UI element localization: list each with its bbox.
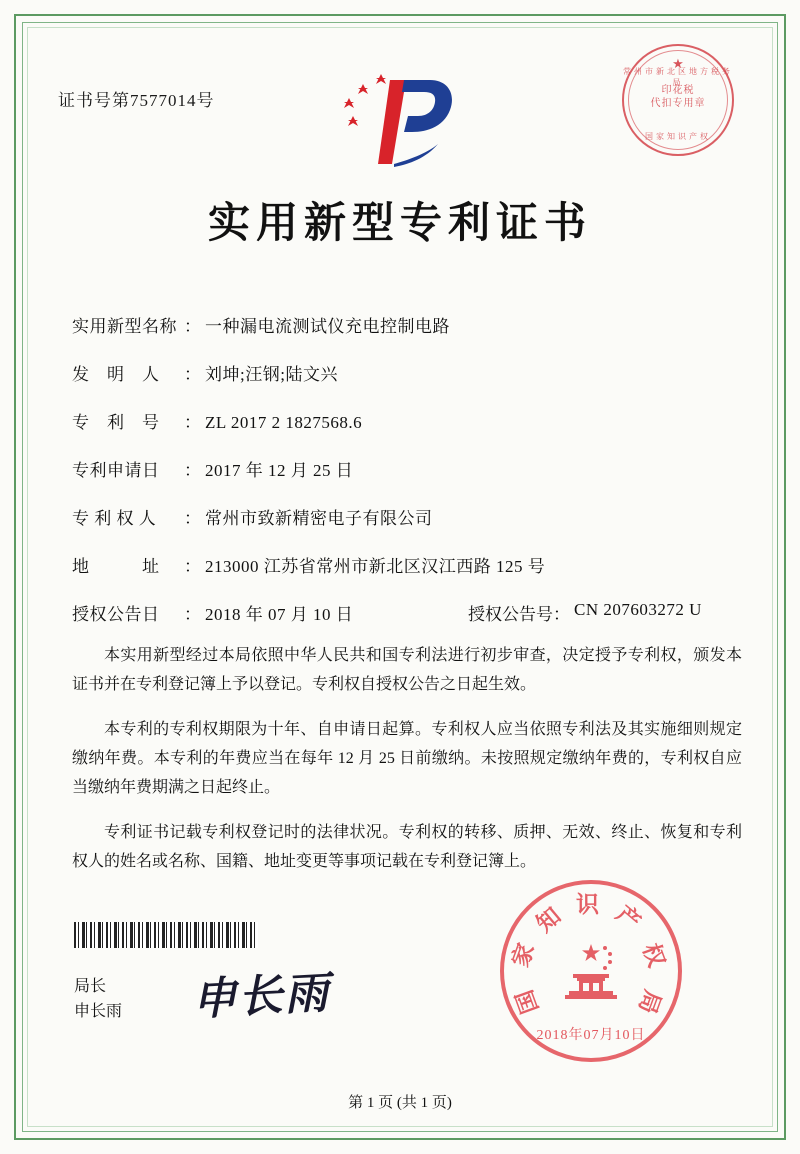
paragraph-1: 本实用新型经过本局依照中华人民共和国专利法进行初步审查，决定授予专利权，颁发本证书并在专利登记簿上予以登记。专利权自授权公告之日起生效。 [72, 647, 742, 693]
field-row-address [72, 552, 748, 577]
header-row [52, 34, 748, 184]
field-colon: ： [184, 365, 201, 384]
paragraph-3: 专利证书记载专利权登记时的法律状况。专利权的转移、质押、无效、终止、恢复和专利权人的姓名或名称、国籍、地址变更等事项记载在专利登记簿上。 [72, 824, 742, 870]
field-label: 专 利 权 人 [72, 509, 157, 528]
legal-text-block [52, 641, 748, 876]
tax-seal-line1: 印花税 [661, 85, 695, 96]
field-colon: ： [184, 509, 201, 528]
field-value-grant-number: CN 207603272 U [574, 600, 702, 619]
seal-character: 识 [576, 892, 599, 917]
paragraph-2: 本专利的专利权期限为十年、自申请日起算。专利权人应当依照专利法及其实施细则规定缴纳年费。本专利的年费应当在每年 12 月 25 日前缴纳。未按照规定缴纳年费的，专利权自应当缴纳年费期满之日起终止。 [72, 721, 742, 796]
tax-seal-arc-bottom: 国家知识产权 [645, 132, 711, 141]
field-colon: ： [184, 557, 201, 576]
field-colon: ： [184, 317, 201, 336]
field-value-patentee: 常州市致新精密电子有限公司 [205, 509, 433, 528]
field-value-application-date: 2017 年 12 月 25 日 [205, 461, 354, 480]
field-value-address: 213000 江苏省常州市新北区汉江西路 125 号 [205, 557, 546, 576]
page-footer: 第 1 页 (共 1 页) [348, 1095, 452, 1111]
director-name: 申长雨 [74, 1003, 123, 1020]
field-colon: ： [184, 461, 201, 480]
tax-seal-line2: 代扣专用章 [650, 98, 706, 109]
star-icon: ★ [672, 56, 684, 71]
grant-publication-number-group [468, 600, 702, 625]
tax-seal-center-text [622, 84, 734, 110]
field-row-patentee [72, 504, 748, 529]
corner-ornament-bottom-left [14, 1114, 40, 1140]
certificate-number: 证书号第7577014号 [58, 91, 215, 110]
field-colon: ： [184, 413, 201, 432]
signature-block [74, 974, 122, 1024]
page-title: 实用新型专利证书 [207, 201, 592, 247]
seal-date: 2018年07月10日 [536, 1028, 646, 1043]
field-row-application-date [72, 456, 748, 481]
field-label: 授权公告号 [468, 605, 553, 624]
field-row-patent-number [72, 408, 748, 433]
field-colon: ： [184, 605, 201, 624]
field-list [52, 312, 748, 625]
seal-character: 知 [531, 903, 566, 937]
field-label: 实用新型名称 [72, 317, 177, 336]
field-colon: ： [553, 605, 570, 624]
handwritten-signature: 申长雨 [190, 967, 332, 1026]
national-emblem-icon [555, 940, 627, 1002]
field-row-inventors [72, 360, 748, 385]
field-row-invention-name [72, 312, 748, 337]
field-value-grant-date: 2018 年 07 月 10 日 [205, 605, 354, 624]
director-title-label: 局长 [74, 978, 107, 995]
field-label: 地 址 [72, 557, 160, 576]
corner-ornament-top-left [14, 14, 40, 40]
official-red-seal [500, 880, 682, 1062]
corner-ornament-bottom-right [760, 1114, 786, 1140]
field-label: 发 明 人 [72, 365, 160, 384]
barcode [74, 922, 258, 948]
seal-character: 家 [507, 940, 540, 971]
field-label: 专 利 号 [72, 413, 160, 432]
grant-publication-date-group [72, 600, 468, 625]
tax-stamp-seal [622, 44, 734, 156]
seal-character: 局 [633, 986, 666, 1017]
field-value-invention-name: 一种漏电流测试仪充电控制电路 [205, 317, 450, 336]
field-label: 专利申请日 [72, 461, 160, 480]
seal-character: 产 [611, 901, 646, 935]
corner-ornament-top-right [760, 14, 786, 40]
certificate-content [52, 34, 748, 1120]
cnipa-logo-icon [334, 68, 464, 178]
seal-character: 权 [637, 940, 670, 971]
field-value-inventors: 刘坤;汪钢;陆文兴 [205, 365, 338, 384]
field-label: 授权公告日 [72, 605, 160, 624]
tax-seal-arc-top: 常州市新北区地方税务局 [623, 67, 733, 87]
field-row-grant [72, 600, 748, 625]
field-value-patent-number: ZL 2017 2 1827568.6 [205, 413, 363, 432]
seal-character: 国 [511, 986, 544, 1017]
